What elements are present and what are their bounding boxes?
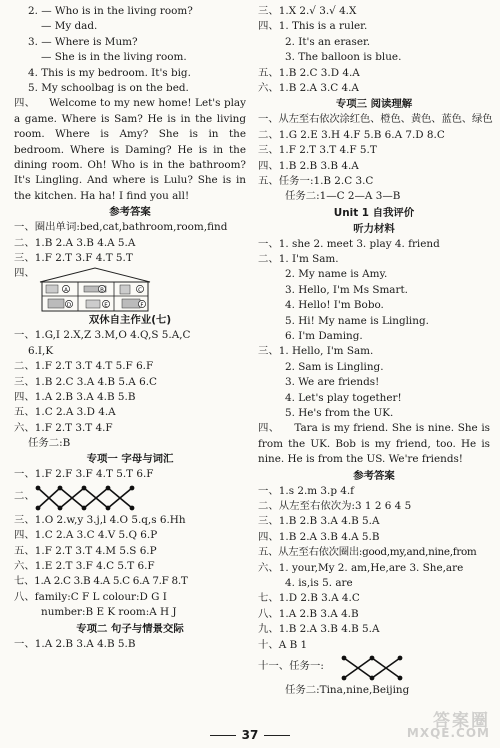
house-rooms-diagram — [36, 266, 154, 312]
text-line: 三、1.B 2.C 3.A 4.B 5.A 6.C — [14, 375, 157, 388]
text-line: 一、1.A 2.B 3.A 4.B 5.B — [14, 637, 136, 650]
text-line: 4. Hello! I'm Bobo. — [285, 299, 384, 312]
text-line: 六、1. your,My 2. am,He,are 3. She,are — [258, 561, 464, 574]
text-line: 一、1.F 2.F 3.F 4.T 5.T 6.F — [14, 468, 154, 481]
figure-label: A — [64, 287, 68, 294]
text-line: — My dad. — [41, 20, 98, 33]
text-line: 任务二:1—C 2—A 3—B — [285, 190, 401, 203]
matching-lines-diagram — [32, 484, 140, 512]
text-line: 五、1.B 2.C 3.D 4.A — [258, 66, 360, 79]
text-line: 四、 — [14, 267, 35, 280]
text-line: 3. — Where is Mum? — [28, 35, 138, 48]
text-line: 6.I,K — [28, 344, 54, 357]
text-line: 二、1. I'm Sam. — [258, 253, 339, 266]
text-line: 二、1.F 2.T 3.T 4.T 5.F 6.F — [14, 360, 154, 373]
passage-label: 四、 — [258, 422, 280, 435]
text-line: 5. He's from the UK. — [285, 406, 394, 419]
page-number-text: 37 — [241, 728, 259, 742]
text-line: 2. Sam is Lingling. — [285, 360, 384, 373]
text-line: 3. The balloon is blue. — [285, 51, 402, 64]
text-line: 一、从左至右依次涂红色、橙色、黄色、蓝色、绿色 — [258, 113, 493, 126]
text-line: 五、1.C 2.A 3.D 4.A — [14, 406, 116, 419]
house-figure — [14, 266, 246, 312]
right-column — [258, 4, 493, 698]
text-line: 七、1.A 2.C 3.B 4.A 5.C 6.A 7.F 8.T — [14, 575, 188, 588]
text-line: 七、1.D 2.B 3.A 4.C — [258, 592, 360, 605]
figure-label: F — [140, 302, 144, 309]
text-line: 2. — Who is in the living room? — [28, 5, 193, 17]
text-line: 三、1.X 2.√ 3.√ 4.X — [258, 5, 357, 17]
text-line: 3. Hello, I'm Ms Smart. — [285, 283, 408, 296]
watermark-text: MXQE.COM — [406, 726, 490, 740]
text-line: 一、1.G,I 2.X,Z 3.M,O 4.Q,S 5.A,C — [14, 329, 191, 342]
watermark-logo — [408, 706, 494, 744]
passage-four — [258, 421, 490, 467]
text-line: 三、1.F 2.T 3.F 4.T 5.T — [14, 251, 133, 264]
text-line: 3. We are friends! — [285, 376, 380, 389]
section-heading: 专项一 字母与词汇 — [86, 453, 174, 466]
text-line: 5. My schoolbag is on the bed. — [28, 81, 189, 94]
matching-figure — [258, 653, 490, 683]
text-line: 十一、任务一: — [258, 659, 324, 672]
text-line: 4. This is my bedroom. It's big. — [28, 66, 191, 79]
text-line: 四、1.B 2.A 3.B 4.A 5.B — [258, 530, 380, 543]
section-heading: 听力材料 — [353, 222, 395, 235]
watermark-text: 答案圈 — [433, 711, 490, 731]
text-line: 二、从左至右依次为:3 1 2 6 4 5 — [258, 499, 412, 512]
section-heading: 专项二 句子与情景交际 — [76, 622, 184, 635]
text-line: 三、1.B 2.B 3.A 4.B 5.A — [258, 515, 380, 528]
text-line: 四、1.A 2.B 3.A 4.B 5.B — [14, 390, 136, 403]
text-line: 三、1. Hello, I'm Sam. — [258, 345, 374, 358]
text-line: 二、1.G 2.E 3.H 4.F 5.B 6.A 7.D 8.C — [258, 128, 445, 141]
text-line: 八、family:C F L colour:D G I — [14, 590, 167, 603]
text-line: 一、1. she 2. meet 3. play 4. friend — [258, 237, 440, 250]
section-heading: 参考答案 — [353, 469, 395, 482]
figure-label: B — [100, 287, 104, 294]
passage-text: Tara is my friend. She is nine. She is from the UK. Bob is my friend, too. He is nine. He is from the US. We're friends! — [258, 422, 491, 466]
text-line: 一、圈出单词:bed,cat,bathroom,room,find — [14, 221, 228, 234]
left-column — [14, 4, 246, 652]
text-line: 三、1.F 2.T 3.T 4.F 5.T — [258, 144, 377, 157]
text-line: 4. Let's play together! — [285, 391, 402, 404]
matching-figure — [14, 483, 246, 513]
passage-label: 四、 — [14, 97, 36, 110]
text-line: 九、1.B 2.A 3.B 4.B 5.A — [258, 623, 380, 636]
section-heading: 专项三 阅读理解 — [335, 98, 413, 111]
section-heading: 参考答案 — [109, 206, 151, 219]
text-line: 任务二:B — [28, 437, 71, 450]
text-line: 2. My name is Amy. — [285, 268, 388, 281]
text-line: 四、1.C 2.A 3.C 4.V 5.Q 6.P — [14, 529, 158, 542]
text-line: 4. is,is 5. are — [285, 576, 353, 589]
section-heading: 双休自主作业(七) — [88, 314, 172, 327]
text-line: 6. I'm Daming. — [285, 330, 363, 343]
text-line: 二、 — [14, 489, 35, 502]
figure-label: E — [104, 302, 108, 309]
passage-text: Welcome to my new home! Let's play a game. Where is Sam? He is in the living room. Where is Amy? She is in the bedroom. Where is Daming? He is in the dining room. Oh! Who is in the bathroom? It's Lingling. And where is Lulu? She is in the kitchen. Ha ha! I find you all! — [14, 97, 247, 202]
unit-heading: Unit 1 自我评价 — [333, 206, 415, 219]
passage-four — [14, 96, 246, 204]
text-line: 5. Hi! My name is Lingling. — [285, 314, 429, 327]
text-line: number:B E K room:A H J — [41, 606, 177, 619]
text-line: 六、1.F 2.T 3.T 4.F — [14, 421, 113, 434]
text-line: 一、1.s 2.m 3.p 4.f — [258, 484, 355, 497]
text-line: 五、1.F 2.T 3.T 4.M 5.S 6.P — [14, 544, 157, 557]
text-line: — She is in the living room. — [41, 51, 187, 64]
text-line: 五、任务一:1.B 2.C 3.C — [258, 174, 374, 187]
text-line: 八、1.A 2.B 3.A 4.B — [258, 607, 359, 620]
figure-label: C — [138, 287, 142, 294]
text-line: 三、1.O 2.w,y 3.j,l 4.O 5.q,s 6.Hh — [14, 513, 186, 526]
text-line: 六、1.B 2.A 3.C 4.A — [258, 81, 359, 94]
text-line: 四、1.B 2.B 3.B 4.A — [258, 159, 359, 172]
text-line: 任务二:Tina,nine,Beijing — [285, 683, 410, 696]
matching-lines-diagram — [338, 654, 406, 682]
text-line: 六、1.E 2.T 3.F 4.C 5.T 6.F — [14, 560, 155, 573]
text-line: 2. It's an eraser. — [285, 35, 371, 48]
text-line: 五、从左至右依次圈出:good,my,and,nine,from — [258, 546, 477, 559]
figure-label: D — [66, 302, 72, 309]
text-line: 二、1.B 2.A 3.B 4.A 5.A — [14, 236, 136, 249]
text-line: 十、A B 1 — [258, 638, 308, 651]
text-line: 四、1. This is a ruler. — [258, 20, 368, 33]
